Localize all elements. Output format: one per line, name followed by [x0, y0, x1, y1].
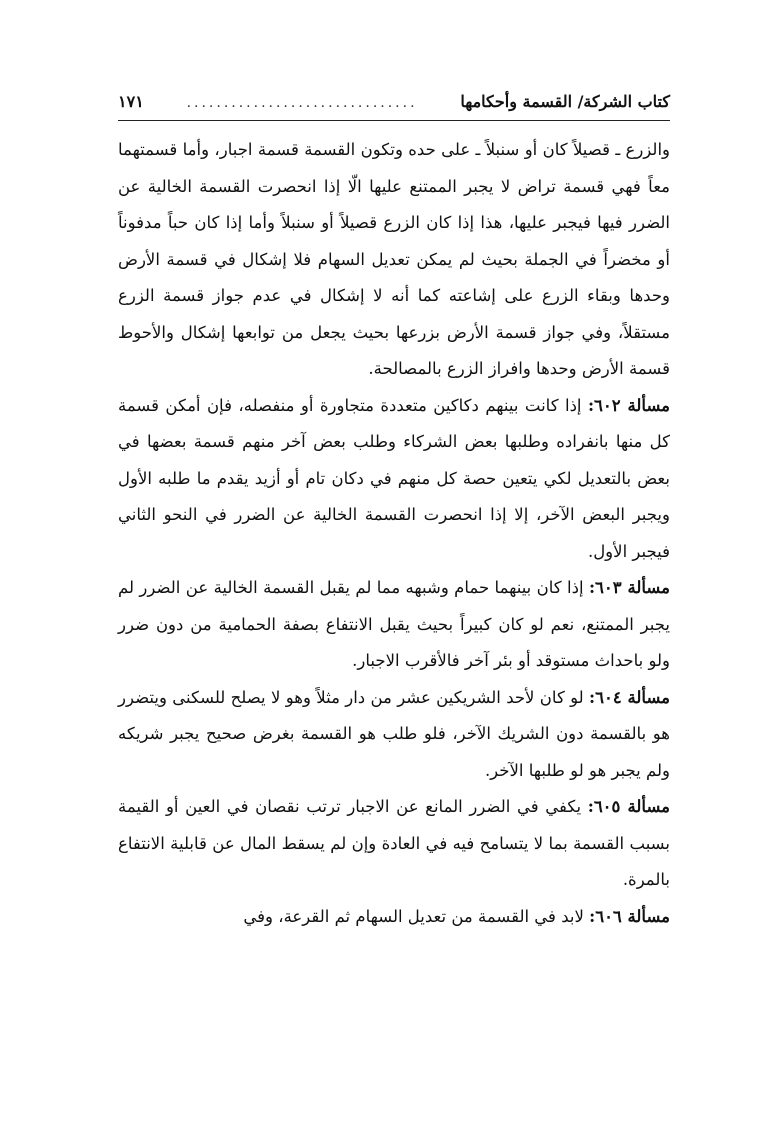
issue-label: مسألة ٦٠٦: [589, 906, 670, 926]
page-body [118, 132, 670, 935]
paragraph-text: إذا كان بينهما حمام وشبهه مما لم يقبل القسمة الخالية عن الضرر لم يجبر الممتنع، نعم لو كان كبيراً بحيث يقبل الانتفاع بصفة الحمامية من دون ضرر ولو باحداث مستوقد أو بئر آخر فالأقرب الاجبار. [118, 578, 670, 670]
issue-label: مسألة ٦٠٣: [588, 578, 670, 597]
paragraph-issue-602 [118, 388, 670, 571]
issue-label: مسألة ٦٠٤: [589, 687, 671, 707]
page-header [118, 92, 670, 121]
paragraph-issue-606 [118, 899, 670, 936]
issue-label: مسألة ٦٠٥: [587, 797, 671, 816]
paragraph-text: لابد في القسمة من تعديل السهام ثم القرعة، وفي [243, 906, 584, 926]
leader-dots: ............................... [186, 95, 418, 111]
paragraph-issue-605 [118, 789, 670, 899]
paragraph-text: يكفي في الضرر المانع عن الاجبار ترتب نقصان في العين أو القيمة بسبب القسمة بما لا يتسامح فيه في العادة وإن لم يسقط المال عن قابلية الانتفاع بالمرة. [118, 797, 670, 889]
paragraph-text: إذا كانت بينهم دكاكين متعددة متجاورة أو منفصله، فإن أمكن قسمة كل منها بانفراده وطلبها بعض الشركاء وطلب بعض آخر منهم قسمة بعضها في بعض بالتعديل لكي يتعين حصة كل منهم في دكان تام أو أزيد يقدم ما طلبه الأول ويجبر البعض الآخر، إلا إذا انحصرت القسمة الخالية عن الضرر في النحو الثاني فيجبر الأول. [118, 395, 670, 561]
paragraph-issue-604 [118, 680, 670, 790]
paragraph-text: لو كان لأحد الشريكين عشر من دار مثلاً وهو لا يصلح للسكنى ويتضرر هو بالقسمة دون الشريك الآخر، فلو طلب هو القسمة بغرض صحيح يجبر شريكه ولم يجبر هو لو طلبها الآخر. [118, 687, 670, 780]
paragraph-issue-603 [118, 570, 670, 680]
paragraph-text: والزرع ـ قصيلاً كان أو سنبلاً ـ على حده وتكون القسمة قسمة اجبار، وأما قسمتهما معاً فهي قسمة تراض لا يجبر الممتنع عليها الّا إذا انحصرت القسمة الخالية عن الضرر فيها فيجبر عليها، هذا إذا كان الزرع قصيلاً أو سنبلاً وأما إذا كان حباً مدفوناً أو مخضراً في الجملة بحيث لم يمكن تعديل السهام فلا إشكال في قسمة الأرض وحدها وبقاء الزرع على إشاعته كما أنه لا إشكال في عدم جواز قسمة الزرع مستقلاً، وفي جواز قسمة الأرض بزرعها بحيث يجعل من توابعها إشكال والأحوط قسمة الأرض وحدها وافراز الزرع بالمصالحة. [118, 140, 670, 378]
paragraph-continuation [118, 132, 670, 388]
running-title: كتاب الشركة/ القسمة وأحكامها [460, 92, 670, 111]
page-number: ١٧١ [118, 92, 144, 111]
issue-label: مسألة ٦٠٢: [587, 395, 671, 415]
